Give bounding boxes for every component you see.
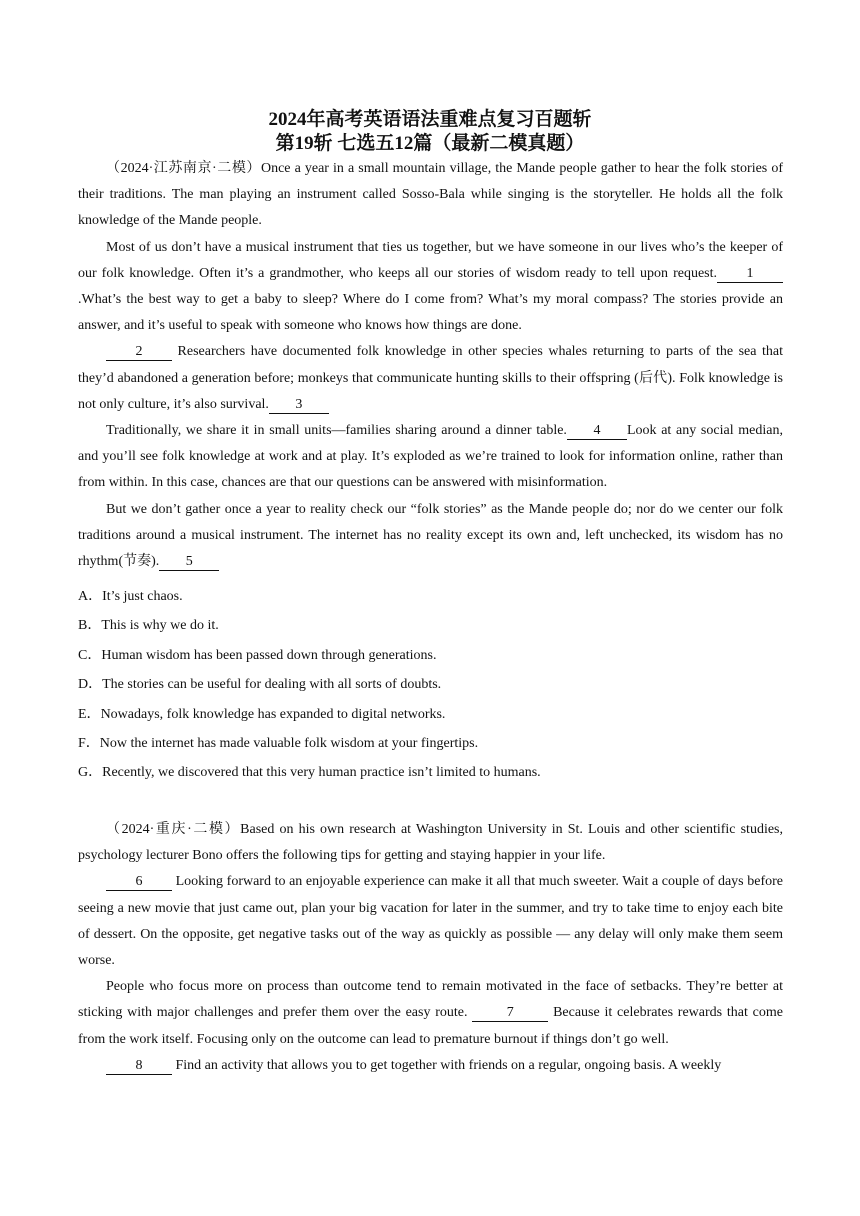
paragraph-text: Because it celebrates rewards that come from the work itself. Focusing only on the outcome can lead to premature burnout if things don’t go well.	[78, 1005, 783, 1047]
option-g[interactable]	[78, 760, 783, 789]
option-letter: E．	[78, 706, 101, 722]
option-text: This is why we do it.	[101, 618, 219, 634]
passage-1-paragraph-4	[78, 418, 783, 497]
option-letter: C．	[78, 647, 102, 663]
blank-5[interactable]: 5	[159, 554, 219, 571]
paragraph-text: .What’s the best way to get a baby to sleep? Where do I come from? What’s my moral compass? The stories provide an answer, and it’s useful to speak with someone who knows how things are done.	[78, 292, 783, 334]
option-f[interactable]	[78, 731, 783, 760]
source-tag: （2024·江苏南京·二模）	[106, 161, 261, 176]
option-text: Human wisdom has been passed down through generations.	[101, 647, 437, 663]
source-tag: （2024·重庆·二模）	[106, 822, 241, 837]
option-text: Nowadays, folk knowledge has expanded to digital networks.	[100, 706, 446, 722]
document-subtitle: 第19斩 七选五12篇（最新二模真题）	[275, 133, 585, 154]
document-title: 2024年高考英语语法重难点复习百题斩	[268, 109, 592, 130]
option-text: The stories can be useful for dealing with all sorts of doubts.	[102, 677, 442, 693]
option-b[interactable]	[78, 613, 783, 642]
blank-6[interactable]: 6	[106, 874, 172, 891]
blank-4[interactable]: 4	[567, 423, 627, 440]
passage-1-paragraph-2	[78, 235, 783, 340]
paragraph-text: Based on his own research at Washington University in St. Louis and other scientific studies, psychology lecturer Bono offers the following tips for getting and staying happier in your life.	[78, 822, 784, 864]
paragraph-text: Looking forward to an enjoyable experience can make it all that much sweeter. Wait a couple of days before seeing a new movie that just came out, plan your big vacation for later in the summer, and try to take time to enjoy each bite of dessert. On the opposite, get negative tasks out of the way as quickly as possible — any delay will only make them seem worse.	[78, 874, 783, 969]
paragraph-text: Once a year in a small mountain village, the Mande people gather to hear the folk stories of their traditions. The man playing an instrument called Sosso-Bala while singing is the storyteller. He holds all the folk knowledge of the Mande people.	[78, 161, 783, 229]
option-c[interactable]	[78, 643, 783, 672]
passage-2-paragraph-3	[78, 974, 783, 1053]
passage-1	[78, 156, 783, 575]
passage-1-paragraph-3	[78, 339, 783, 418]
blank-2[interactable]: 2	[106, 344, 172, 361]
option-letter: A．	[78, 589, 103, 604]
passage-2-paragraph-4	[78, 1053, 783, 1079]
passage-2-paragraph-2	[78, 869, 783, 974]
option-letter: B．	[78, 618, 102, 634]
option-text: Recently, we discovered that this very human practice isn’t limited to humans.	[102, 765, 541, 781]
paragraph-text: People who focus more on process than outcome tend to remain motivated in the face of setbacks. They’re better at sticking with major challenges and prefer them over the easy route.	[78, 979, 783, 1021]
passage-1-paragraph-1	[78, 156, 783, 235]
paragraph-text: Traditionally, we share it in small units—families sharing around a dinner table.	[106, 423, 567, 439]
option-d[interactable]	[78, 672, 783, 701]
passage-1-paragraph-5	[78, 497, 783, 576]
blank-1[interactable]: 1	[717, 266, 783, 283]
option-letter: G．	[78, 765, 103, 781]
option-letter: F．	[78, 735, 100, 751]
option-text: Now the internet has made valuable folk wisdom at your fingertips.	[99, 735, 479, 751]
paragraph-text: Look at any social median, and you’ll see folk knowledge at work and at play. It’s exploded as we’re trained to look for information online, rather than from within. In this case, chances are that our questions can be answered with misinformation.	[78, 423, 783, 491]
option-a[interactable]	[78, 584, 783, 613]
paragraph-text: Find an activity that allows you to get together with friends on a regular, ongoing basis. A weekly	[172, 1057, 722, 1073]
paragraph-text: Researchers have documented folk knowledge in other species whales returning to parts of the sea that they’d abandoned a generation before; monkeys that communicate hunting skills to their offspring (后代). Folk knowledge is not only culture, it’s also survival.	[78, 344, 783, 412]
blank-3[interactable]: 3	[269, 397, 329, 414]
option-letter: D．	[78, 677, 103, 693]
option-e[interactable]	[78, 702, 783, 731]
blank-8[interactable]: 8	[106, 1058, 172, 1075]
passage-2	[78, 817, 783, 1079]
paragraph-text: But we don’t gather once a year to reality check our “folk stories” as the Mande people do; nor do we center our folk traditions around a musical instrument. The internet has no reality except its own and, left unchecked, its wisdom has no rhythm(节奏).	[78, 501, 783, 570]
passage-1-options	[78, 584, 783, 790]
passage-2-paragraph-1	[78, 817, 783, 869]
blank-7[interactable]: 7	[472, 1005, 548, 1022]
paragraph-text: Most of us don’t have a musical instrument that ties us together, but we have someone in our lives who’s the keeper of our folk knowledge. Often it’s a grandmother, who keeps all our stories of wisdom ready to tell upon request.	[78, 239, 783, 281]
option-text: It’s just chaos.	[102, 589, 183, 604]
